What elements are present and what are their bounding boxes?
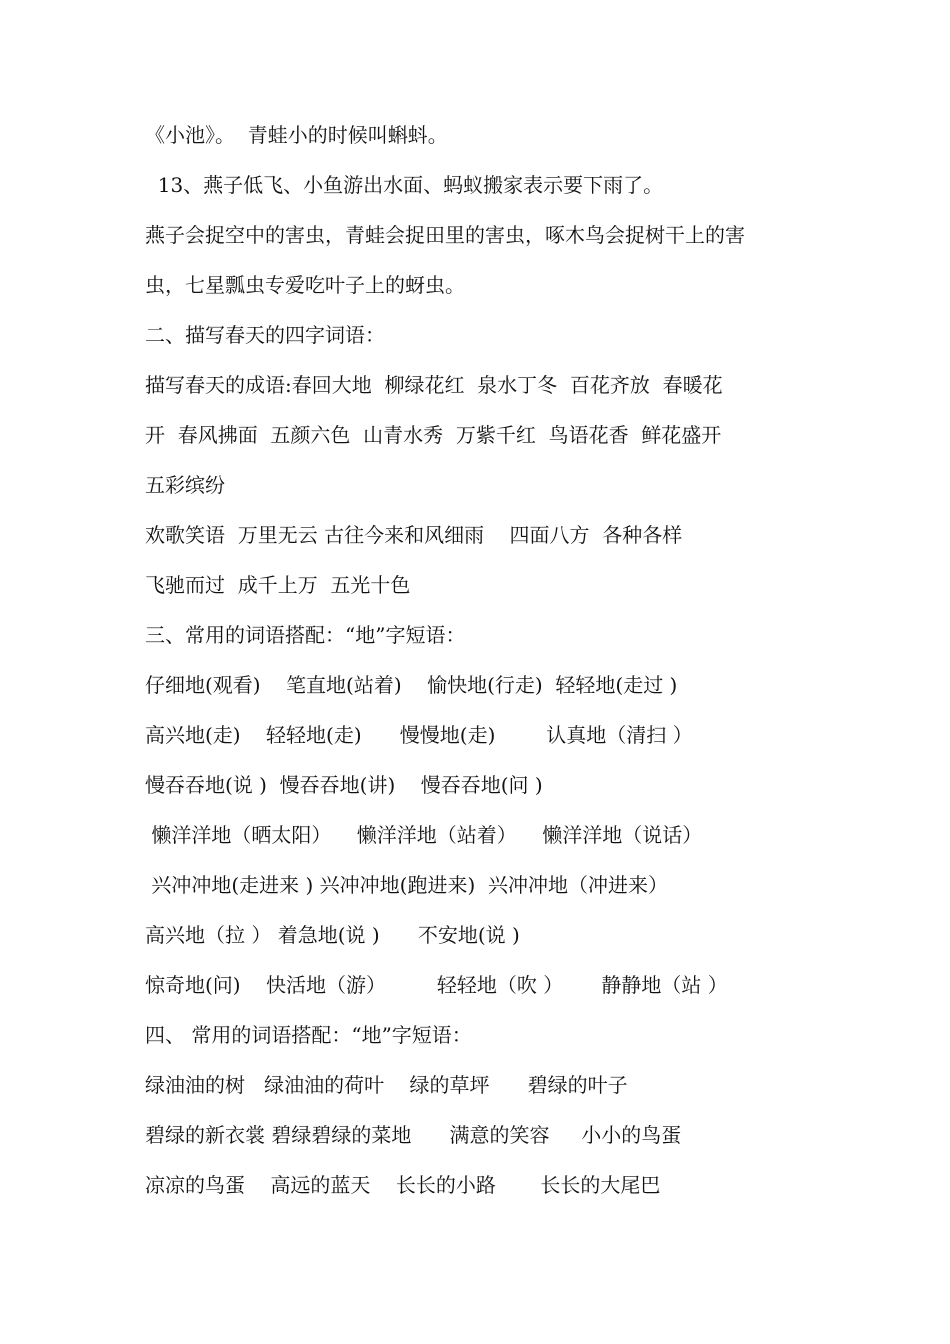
section-heading-2: 二、描写春天的四字词语： <box>145 323 385 347</box>
text-line-10: 飞驰而过 成千上万 五光十色 <box>145 573 411 597</box>
text-line-4: 虫，七星瓢虫专爱吃叶子上的蚜虫。 <box>145 273 465 297</box>
text-line-12: 仔细地(观看) 笔直地(站着) 愉快地(行走) 轻轻地(走过 ) <box>145 673 678 697</box>
text-line-15: 懒洋洋地（晒太阳） 懒洋洋地（站着） 懒洋洋地（说话） <box>145 823 703 847</box>
text-line-16: 兴冲冲地(走进来 ) 兴冲冲地(跑进来) 兴冲冲地（冲进来） <box>145 873 668 897</box>
text-line-18: 惊奇地(问) 快活地（游） 轻轻地（吹 ） 静静地（站 ） <box>145 973 728 997</box>
text-line-20: 绿油油的树 绿油油的荷叶 绿的草坪 碧绿的叶子 <box>145 1073 628 1097</box>
text-line-21: 碧绿的新衣裳 碧绿碧绿的菜地 满意的笑容 小小的鸟蛋 <box>145 1123 682 1147</box>
text-line-7: 开 春风拂面 五颜六色 山青水秀 万紫千红 鸟语花香 鲜花盛开 <box>145 423 722 447</box>
text-line-17: 高兴地（拉 ） 着急地(说 ) 不安地(说 ) <box>145 923 520 947</box>
text-line-8: 五彩缤纷 <box>145 473 225 497</box>
text-line-13: 高兴地(走) 轻轻地(走) 慢慢地(走) 认真地（清扫 ） <box>145 723 693 747</box>
text-line-6: 描写春天的成语:春回大地 柳绿花红 泉水丁冬 百花齐放 春暖花 <box>145 373 723 397</box>
text-line-22: 凉凉的鸟蛋 高远的蓝天 长长的小路 长长的大尾巴 <box>145 1173 661 1197</box>
section-heading-4: 四、 常用的词语搭配：“地”字短语： <box>145 1023 472 1047</box>
text-line-3: 燕子会捉空中的害虫，青蛙会捉田里的害虫，啄木鸟会捉树干上的害 <box>145 223 745 247</box>
text-line-1: 《小池》。 青蛙小的时候叫蝌蚪。 <box>145 123 448 147</box>
text-line-9: 欢歌笑语 万里无云 古往今来和风细雨 四面八方 各种各样 <box>145 523 683 547</box>
section-heading-3: 三、常用的词语搭配：“地”字短语： <box>145 623 466 647</box>
text-line-2: 13、燕子低飞、小鱼游出水面、蚂蚁搬家表示要下雨了。 <box>145 173 664 197</box>
text-line-14: 慢吞吞地(说 ) 慢吞吞地(讲) 慢吞吞地(问 ) <box>145 773 543 797</box>
